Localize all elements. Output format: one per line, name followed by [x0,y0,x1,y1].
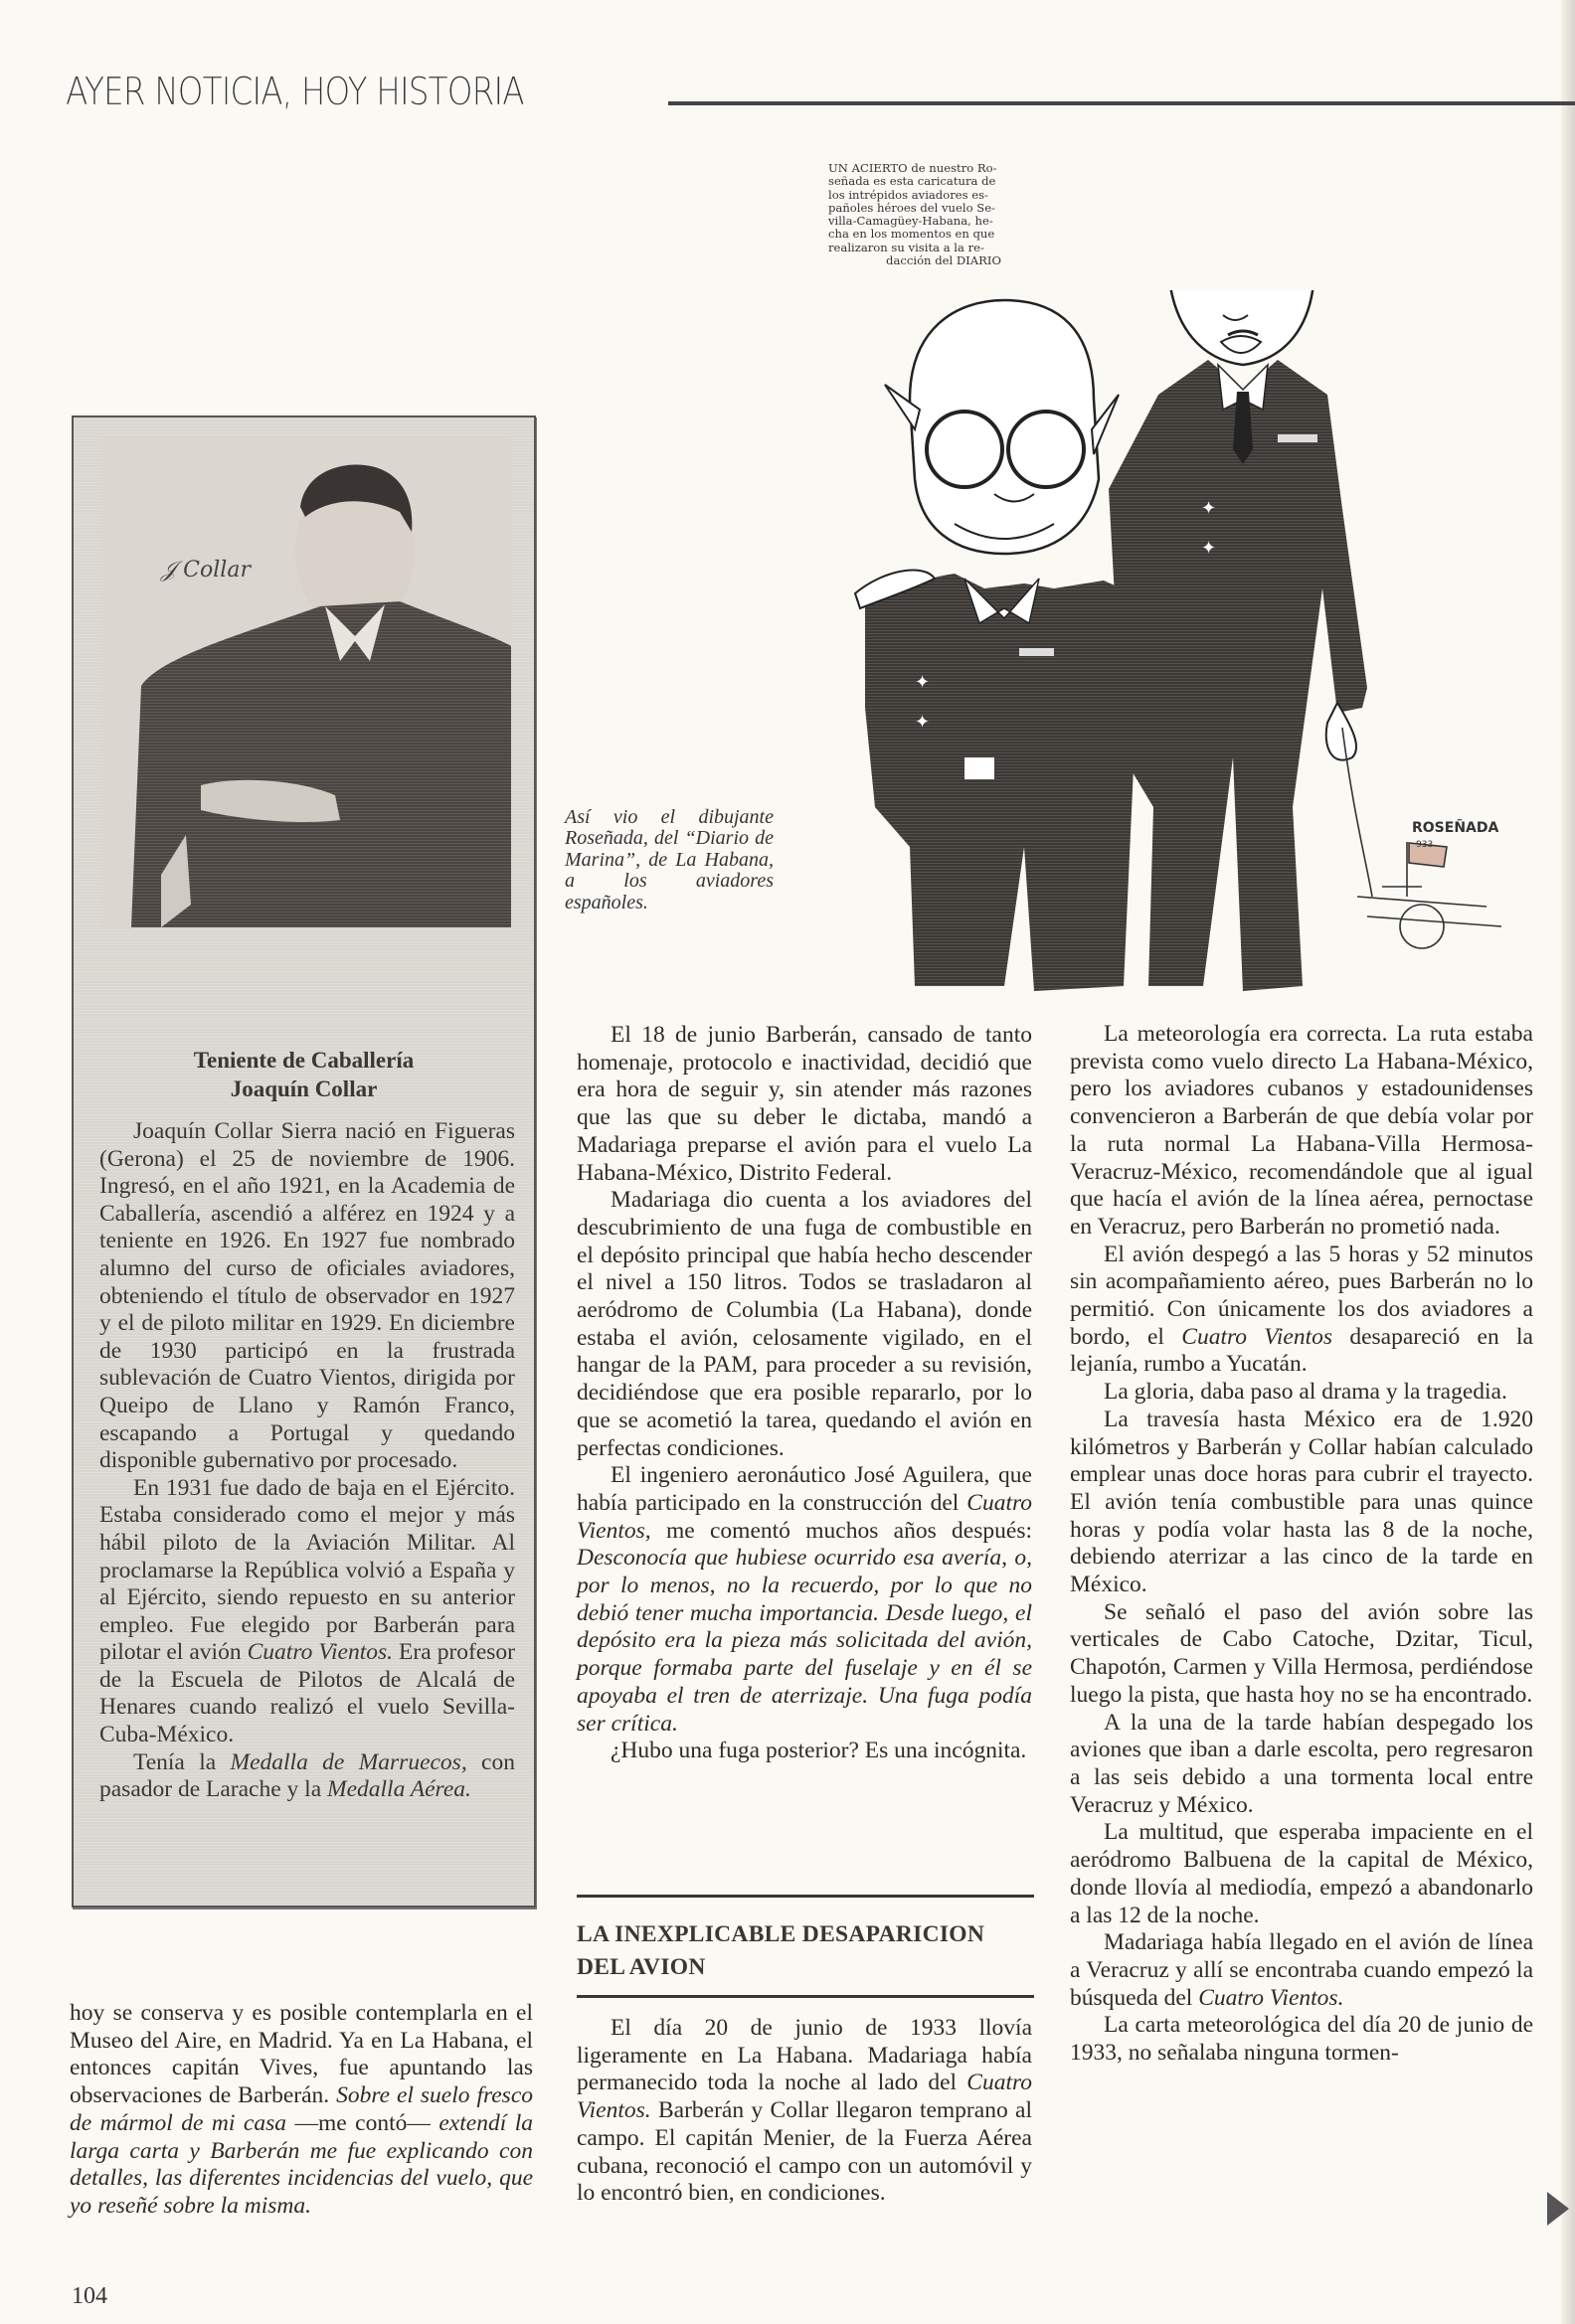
bio-heading-rank: Teniente de Caballería [193,1048,415,1073]
body-paragraph: A la una de la tarde habían despegado los aviones que iban a darle escolta, pero regresaron a las seis debido a una tormenta local entre Veracruz y México. [1070,1709,1533,1818]
body-paragraph: El 18 de junio Barberán, cansado de tanto homenaje, protocolo e inactividad, decidió que era hora de seguir y, sin atender más razones que las que su deber le dictaba, mandó a Madariaga preparse el avión para el vuelo La Habana-México, Distrito Federal. [577,1022,1032,1186]
body-column-right [1070,1021,1533,2068]
clipping-line: cha en los momentos en que [828,227,995,242]
bio-sidebar-box [72,415,536,1908]
running-header [66,70,1537,115]
newspaper-clipping-caption [828,162,1059,267]
clipping-line: realizaron su visita a la re- [828,240,984,254]
body-paragraph: La meteorología era correcta. La ruta estaba prevista como vuelo directo La Habana-México, pero los aviadores cubanos y estadounidenses convencieron a Barberán de que debía volar por la ruta normal La Habana-Villa Hermosa-Veracruz-México, recomendándole que al igual que hacía el avión de la línea aérea, pernoctase en Veracruz, pero Barberán no prometió nada. [1070,1021,1533,1240]
clipping-line: señada es esta caricatura de [828,174,996,189]
body-paragraph: Se señaló el paso del avión sobre las verticales de Cabo Catoche, Dzitar, Ticul, Chapotón, Carmen y Villa Hermosa, perdiéndose luego la pista, que hasta hoy no se ha encontrado. [1070,1598,1533,1708]
body-paragraph: La multitud, que esperaba impaciente en el aeródromo Balbuena de la capital de México, donde llovía al mediodía, empezó a abandonarlo a las 12 de la noche. [1070,1819,1533,1928]
section-heading: LA INEXPLICABLE DESAPARICION DEL AVION [577,1921,985,1980]
bio-text [99,1118,515,1804]
bio-paragraph: Joaquín Collar Sierra nació en Figueras (Gerona) el 25 de noviembre de 1906. Ingresó, en el año 1921, en la Academia de Caballería, ascendió a alférez en 1924 y a teniente en 1926. En 1927 fue nombrado alumno del curso de oficiales aviadores, obteniendo el título de observador en 1927 y el de piloto militar en 1929. En diciembre de 1930 participó en la frustrada sublevación de Cuatro Vientos, dirigida por Queipo de Llano y Ramón Franco, escapando a Portugal y quedando disponible gubernativo por procesado. [99,1118,515,1474]
body-column-middle-bottom [577,2015,1032,2208]
body-paragraph: La carta meteorológica del día 20 de junio de 1933, no señalaba ninguna tormen- [1070,2012,1533,2067]
header-rule [668,101,1575,105]
bio-heading [74,1046,534,1103]
page-edge-shadow [1561,0,1575,2324]
svg-text:✦: ✦ [1201,498,1217,518]
body-paragraph: Madariaga dio cuenta a los aviadores del descubrimiento de una fuga de combustible en el depósito principal que había hecho descender el nivel a 150 litros. Todos se trasladaron al aeródromo de Columbia (La Habana), donde estaba el avión, celosamente vigilado, en el hangar de la PAM, para proceder a su revisión, decidiéndose que era posible repararlo, por lo que se acometió la tarea, quedando el avión en perfectas condiciones. [577,1187,1032,1461]
page-number: 104 [72,2283,107,2309]
body-paragraph: ¿Hubo una fuga posterior? Es una incógnita. [611,1738,1027,1764]
short-aviator-figure [855,300,1153,991]
tall-aviator-figure [1109,290,1367,991]
body-paragraph: El ingeniero aeronáutico José Aguilera, que había participado en la construcción del Cuatro Vientos, me comentó muchos años después: Desconocía que hubiese ocurrido esa avería, o, por lo menos, no la recuerdo, por lo que no debió tener mucha importancia. Desde luego, el depósito era la pieza más solicitada del avión, porque formaba parte del fuselaje y en él se apoyaba el tren de aterrizaje. Una fuga podía ser crítica. [577,1462,1032,1737]
svg-text:✦: ✦ [915,712,931,732]
body-column-left [70,2000,533,2221]
svg-text:✦: ✦ [915,672,931,692]
bio-paragraph: En 1931 fue dado de baja en el Ejército. Estaba considerado como el mejor y más hábil piloto de la Aviación Militar. Al proclamarse la República volvió a España y al Ejército, siendo repuesto en su anterior empleo. Fue elegido por Barberán para pilotar el avión Cuatro Vientos. Era profesor de la Escuela de Pilotos de Alcalá de Henares cuando realizó el vuelo Sevilla-Cuba-México. [99,1474,515,1748]
svg-text:𝒥 Collar: 𝒥 Collar [161,558,251,582]
portrait-photo [101,437,511,927]
bio-heading-name: Joaquín Collar [230,1077,378,1101]
bio-paragraph: Tenía la Medalla de Marruecos, con pasador de Larache y la Medalla Aérea. [99,1748,515,1803]
cartoon-caption: Así vio el dibujante Roseñada, del “Diario de Marina”, de La Habana, a los aviadores españoles. [565,806,774,913]
clipping-line: los intrépidos aviadores es- [828,187,988,202]
clipping-line: pañoles héroes del vuelo Se- [828,200,995,215]
body-column-middle [577,1022,1032,1765]
body-paragraph: hoy se conserva y es posible contemplarla en el Museo del Aire, en Madrid. Ya en La Habana, el entonces capitán Vives, fue apuntando las observaciones de Barberán. Sobre el suelo fresco de mármol de mi casa —me contó— extendí la larga carta y Barberán me fue explicando con detalles, las diferentes incidencias del vuelo, que yo reseñé sobre la misma. [70,2000,533,2219]
clipping-line: dacción del DIARIO [886,253,1001,268]
section-title: AYER NOTICIA, HOY HISTORIA [66,70,524,113]
body-paragraph: La gloria, daba paso al drama y la tragedia. [1104,1379,1507,1406]
cartoon-signature-year: 933 [1416,840,1434,850]
body-paragraph: La travesía hasta México era de 1.920 kilómetros y Barberán y Collar habían calculado emplear unas doce horas para cubrir el trayecto. El avión tenía combustible para unas quince horas y podía volar hasta las 8 de la noche, debiendo aterrizar a las cinco de la tarde en México. [1070,1406,1533,1598]
section-rule-bottom [577,1995,1034,1998]
body-paragraph: El avión despegó a las 5 horas y 52 minutos sin acompañamiento aéreo, pues Barberán no lo permitió. Con únicamente los dos aviadores a bordo, el Cuatro Vientos desapareció en la lejanía, rumbo a Yucatán. [1070,1241,1533,1378]
clipping-line: villa-Camagüey-Habana, he- [828,214,993,229]
caricature-illustration [825,290,1541,996]
body-paragraph: Madariaga había llegado en el avión de línea a Veracruz y allí se encontraba cuando empezó la búsqueda del Cuatro Vientos. [1070,1929,1533,2011]
svg-text:✦: ✦ [1201,538,1217,558]
continue-arrow-icon [1547,2192,1569,2226]
toy-plane-icon [1342,728,1501,948]
cartoon-signature: ROSEÑADA [1412,820,1499,836]
section-rule-top [577,1895,1034,1898]
body-paragraph: El día 20 de junio de 1933 llovía ligeramente en La Habana. Madariaga había permanecido toda la noche al lado del Cuatro Vientos. Barberán y Collar llegaron temprano al campo. El capitán Menier, de la Fuerza Aérea cubana, reconoció el campo con un automóvil y lo encontró bien, en condiciones. [577,2015,1032,2207]
clipping-line: UN ACIERTO de nuestro Ro- [828,161,997,175]
